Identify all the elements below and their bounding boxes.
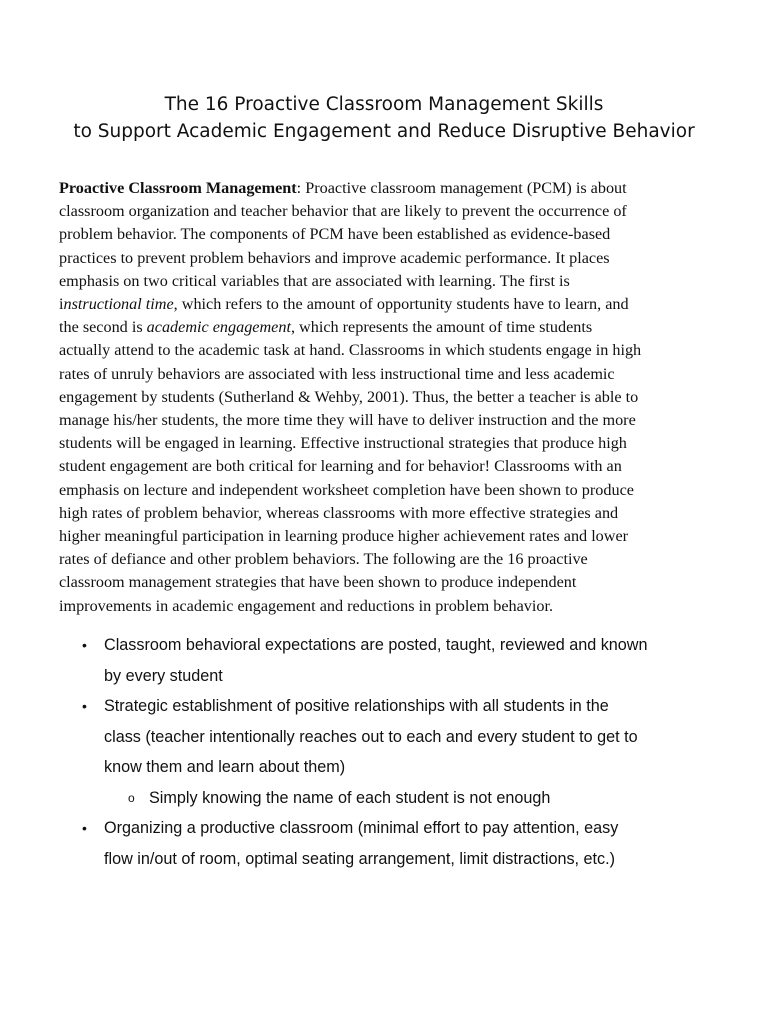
- bullet-icon: •: [82, 698, 87, 714]
- academic-engagement-term: academic engagement: [146, 318, 291, 337]
- intro-line: actually attend to the academic task at hand. Classrooms in which students engage in high: [59, 341, 642, 360]
- intro-line: practices to prevent problem behaviors and improve academic performance. It places: [59, 248, 610, 267]
- title-line-2: to Support Academic Engagement and Reduce Disruptive Behavior: [73, 121, 695, 142]
- intro-line: Proactive Classroom Management: Proactive classroom management (PCM) is about: [59, 179, 627, 197]
- sub-list-item: o Simply knowing the name of each student is not enough: [0, 783, 768, 814]
- intro-line: students will be engaged in learning. Effective instructional strategies that produce high: [59, 434, 627, 453]
- intro-line: instructional time, which refers to the amount of opportunity students have to learn, and: [59, 295, 629, 314]
- intro-line: student engagement are both critical for learning and for behavior! Classrooms with an: [59, 457, 622, 476]
- list-item: • Strategic establishment of positive relationships with all students in the class (teacher intentionally reaches out to each and every student to get to know them and learn about them): [0, 691, 768, 783]
- intro-line: rates of defiance and other problem behaviors. The following are the 16 proactive: [59, 550, 588, 569]
- strategy-list: [0, 630, 768, 874]
- intro-line: rates of unruly behaviors are associated with less instructional time and less academic: [59, 364, 615, 383]
- intro-line: higher meaningful participation in learning produce higher achievement rates and lower: [59, 527, 629, 546]
- intro-line: the second is academic engagement, which represents the amount of time students: [59, 318, 593, 337]
- intro-heading: Proactive Classroom Management: [59, 179, 297, 197]
- intro-line: engagement by students (Sutherland & Wehby, 2001). Thus, the better a teacher is able to: [59, 387, 639, 406]
- intro-line: manage his/her students, the more time they will have to deliver instruction and the more: [59, 411, 636, 430]
- intro-line: emphasis on lecture and independent worksheet completion have been shown to produce: [59, 480, 634, 499]
- intro-line: high rates of problem behavior, whereas classrooms with more effective strategies and: [59, 503, 619, 522]
- intro-line: classroom management strategies that have been shown to produce independent: [59, 573, 577, 592]
- intro-line: problem behavior. The components of PCM have been established as evidence-based: [59, 225, 611, 244]
- bullet-icon: •: [82, 820, 87, 836]
- instructional-time-term: nstructional time: [63, 295, 174, 314]
- list-item: • Organizing a productive classroom (minimal effort to pay attention, easy flow in/out of room, optimal seating arrangement, limit distractions, etc.): [0, 813, 768, 874]
- bullet-icon: •: [82, 637, 87, 653]
- title-line-1: The 16 Proactive Classroom Management Skills: [164, 94, 604, 115]
- document-title: [0, 91, 768, 145]
- intro-paragraph: [59, 177, 709, 618]
- intro-line: improvements in academic engagement and reductions in problem behavior.: [59, 596, 554, 615]
- hollow-bullet-icon: o: [128, 790, 135, 805]
- list-item: • Classroom behavioral expectations are posted, taught, reviewed and known by every student: [0, 630, 768, 691]
- intro-line: classroom organization and teacher behavior that are likely to prevent the occurrence of: [59, 202, 627, 221]
- intro-line: emphasis on two critical variables that are associated with learning. The first is: [59, 271, 570, 290]
